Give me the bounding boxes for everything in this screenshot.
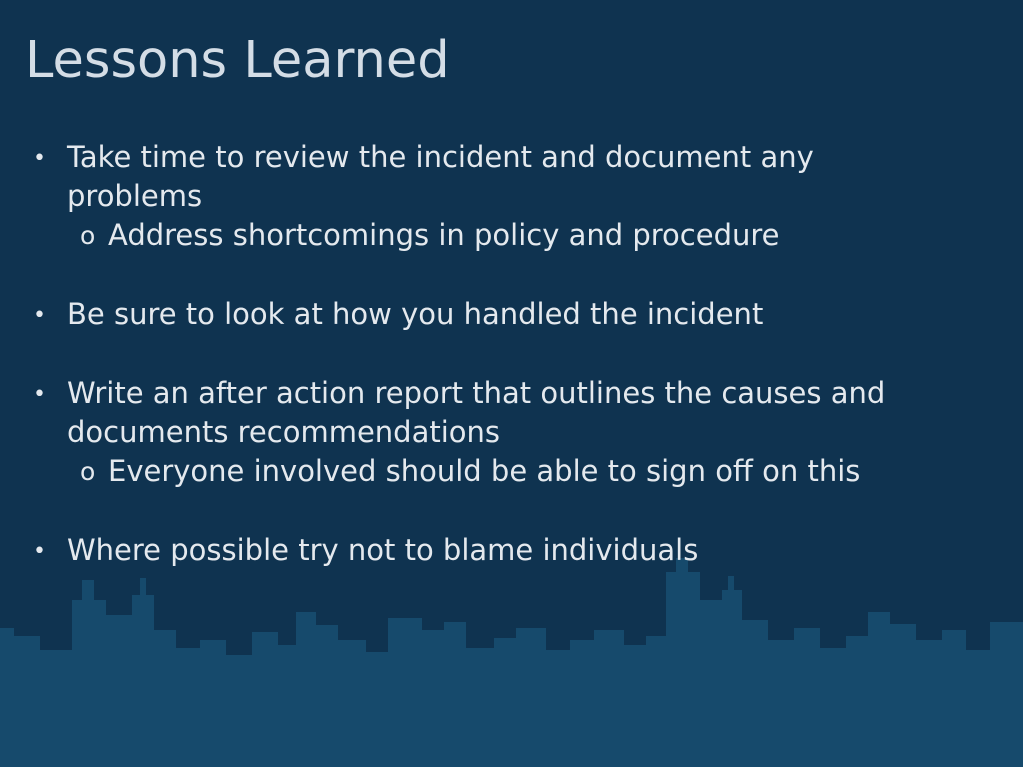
bullet-2-line-1: Be sure to look at how you handled the incident	[67, 297, 764, 331]
bullet-4-line-1: Where possible try not to blame individuals	[67, 533, 699, 567]
slide-title: Lessons Learned	[25, 31, 450, 90]
bullet-marker: •	[33, 146, 46, 171]
bullet-marker: •	[33, 539, 46, 564]
bullet-3-line-2: documents recommendations	[67, 415, 501, 449]
bullet-3-line-1: Write an after action report that outlines the causes and	[67, 376, 886, 410]
bullet-1-line-2: problems	[67, 179, 203, 213]
sub-bullet-marker: o	[80, 221, 96, 250]
bullet-1-line-1: Take time to review the incident and document any	[67, 140, 814, 174]
bullet-marker: •	[33, 382, 46, 407]
bullet-marker: •	[33, 303, 46, 328]
bullet-1-sub: Address shortcomings in policy and procedure	[108, 218, 780, 252]
sub-bullet-marker: o	[80, 457, 96, 486]
bullet-3-sub: Everyone involved should be able to sign off on this	[108, 454, 861, 488]
